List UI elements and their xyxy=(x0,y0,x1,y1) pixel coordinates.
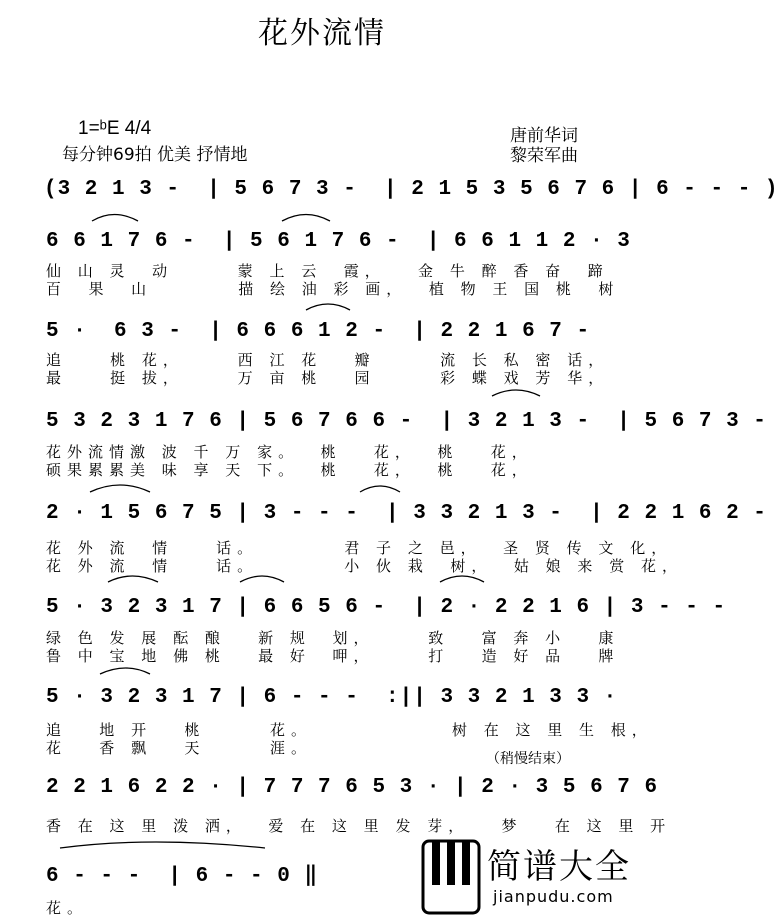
key-signature: 1=ᵇE 4/4 xyxy=(78,118,152,139)
slur-mark xyxy=(282,215,330,222)
lyric-verse-1: 追 地 开 桃 花。 树 在 这 里 生 根， xyxy=(46,721,653,739)
tempo-marking: 每分钟69拍 优美 抒情地 xyxy=(62,145,248,165)
song-title: 花外流情 xyxy=(258,16,386,51)
site-logo xyxy=(421,837,636,917)
lyricist-credit: 唐前华词 xyxy=(510,126,578,146)
slur-mark xyxy=(492,390,540,396)
score-line-6: 5 · 3 2 3 1 7 | 6 6 5 6 - | 2 · 2 2 1 6 | 3 - - - xyxy=(46,596,727,619)
score-line-9: 6 - - - | 6 - - 0 ‖ xyxy=(46,865,319,888)
lyric-verse-2: 花 香 飘 天 涯。 xyxy=(46,739,312,757)
lyric-verse-1: 仙 山 灵 动 蒙 上 云 霞， 金 牛 醉 香 奋 蹄 xyxy=(46,262,609,280)
score-line-7: 5 · 3 2 3 1 7 | 6 - - - :|| 3 3 2 1 3 3 · xyxy=(46,686,618,709)
slur-mark xyxy=(440,576,484,582)
lyric-verse-2: 百 果 山 描 绘 油 彩 画， 植 物 王 国 桃 树 xyxy=(46,280,620,298)
lyric-verse-1: 绿 色 发 展 酝 酿 新 规 划， 致 富 奔 小 康 xyxy=(46,629,620,647)
slur-mark xyxy=(90,485,150,492)
lyric-verse-2: 花 外 流 情 话。 小 伙 栽 树， 姑 娘 来 赏 花， xyxy=(46,557,683,575)
composer-credit: 黎荣军曲 xyxy=(510,146,578,166)
logo-text: 简谱大全 xyxy=(487,847,631,887)
slur-mark xyxy=(92,215,138,222)
score-line-3: 5 · 6 3 - | 6 6 6 1 2 - | 2 2 1 6 7 - xyxy=(46,320,591,343)
score-line-5: 2 · 1 5 6 7 5 | 3 - - - | 3 3 2 1 3 - | 2 2 1 6 2 - xyxy=(46,502,767,525)
lyric-verse-1: 花 外 流 情 话。 君 子 之 邑， 圣 贤 传 文 化， xyxy=(46,539,673,557)
slur-mark xyxy=(108,576,158,582)
lyric-verse-2: 硕果累累美 味 享 天 下。 桃 花， 桃 花， xyxy=(46,461,533,479)
lyric-verse-1: 花。 xyxy=(46,899,89,917)
logo-url: jianpudu.com xyxy=(493,887,614,906)
lyric-verse-1: 花外流情激 波 千 万 家。 桃 花， 桃 花， xyxy=(46,443,533,461)
slur-mark xyxy=(60,842,265,848)
lyric-verse-2: 最 挺 拔， 万 亩 桃 园 彩 蝶 戏 芳 华， xyxy=(46,369,610,387)
score-line-1: (3 2 1 3 - | 5 6 7 3 - | 2 1 5 3 5 6 7 6 | 6 - - - ) xyxy=(44,178,779,201)
lyric-verse-2: 鲁 中 宝 地 佛 桃 最 好 呷， 打 造 好 品 牌 xyxy=(46,647,620,665)
slur-mark xyxy=(240,576,284,582)
slur-mark xyxy=(360,486,400,492)
lyric-verse-1: 追 桃 花， 西 江 花 瓣 流 长 私 密 话， xyxy=(46,351,610,369)
lyric-verse-1: 香 在 这 里 泼 洒， 爱 在 这 里 发 芽， 梦 在 这 里 开 xyxy=(46,817,672,835)
score-line-8: 2 2 1 6 2 2 · | 7 7 7 6 5 3 · | 2 · 3 5 6 7 6 xyxy=(46,776,659,799)
slur-mark xyxy=(100,668,150,674)
score-line-4: 5 3 2 3 1 7 6 | 5 6 7 6 6 - | 3 2 1 3 - | 5 6 7 3 - xyxy=(46,410,767,433)
score-line-2: 6 6 1 7 6 - | 5 6 1 7 6 - | 6 6 1 1 2 · 3 xyxy=(46,230,631,253)
slur-mark xyxy=(306,304,350,310)
ending-marking: （稍慢结束） xyxy=(486,751,570,767)
piano-keys-icon xyxy=(421,839,481,915)
